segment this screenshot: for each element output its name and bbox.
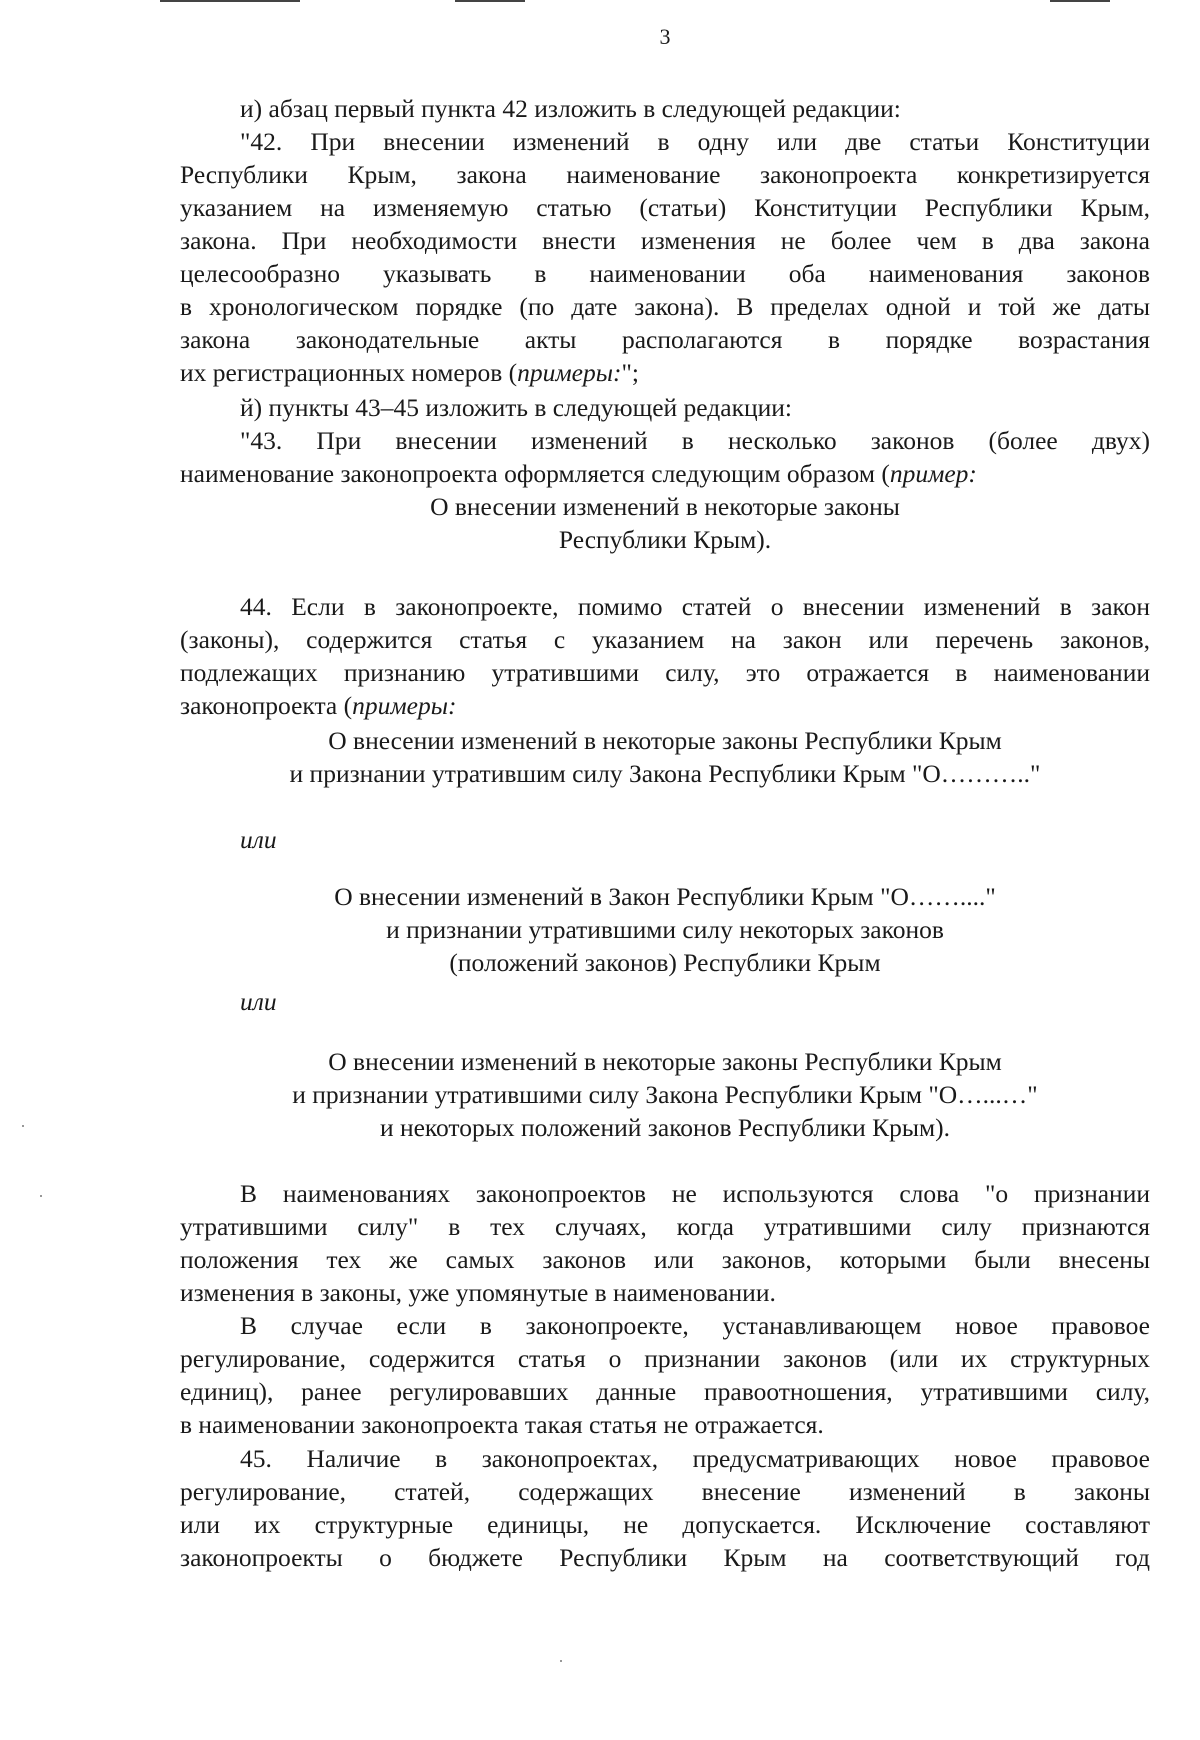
scan-speck	[40, 1195, 42, 1197]
text-line	[180, 880, 1150, 913]
text-line	[180, 1243, 1150, 1276]
italic-text: примеры:	[352, 691, 457, 720]
text-line	[180, 757, 1150, 790]
text-run: их регистрационных номеров (	[180, 358, 518, 387]
scan-speck	[22, 1125, 24, 1127]
text-line	[180, 1408, 1150, 1441]
text-run: и некоторых положений законов Республики Крым).	[379, 1113, 951, 1142]
page-number: 3	[659, 24, 671, 49]
text-line	[180, 590, 1150, 623]
text-run: целесообразно указывать в наименовании оба наименования законов	[180, 259, 1150, 288]
text-run: закона законодательные акты располагаются в порядке возрастания	[180, 325, 1150, 354]
text-line	[180, 823, 1150, 856]
text-line	[180, 323, 1150, 356]
text-line	[180, 523, 1150, 556]
scan-speck	[560, 1660, 562, 1662]
text-line	[180, 724, 1150, 757]
text-run: или их структурные единицы, не допускается. Исключение составляют	[180, 1510, 1150, 1539]
text-run: "42. При внесении изменений в одну или две статьи Конституции	[240, 127, 1150, 156]
text-line	[180, 457, 1150, 490]
text-run: указанием на изменяемую статью (статьи) Конституции Республики Крым,	[180, 193, 1150, 222]
italic-text: пример:	[889, 459, 977, 488]
text-line	[180, 1309, 1150, 1342]
text-run: и признании утратившим силу Закона Республики Крым "О……….."	[289, 759, 1041, 788]
text-line	[180, 424, 1150, 457]
text-line	[180, 689, 1150, 722]
italic-text: или	[240, 987, 277, 1016]
text-run: в наименовании законопроекта такая статья не отражается.	[180, 1410, 824, 1439]
text-line	[180, 1210, 1150, 1243]
text-run: регулирование, статей, содержащих внесение изменений в законы	[180, 1477, 1150, 1506]
text-line	[180, 1276, 1150, 1309]
text-run: утратившими силу" в тех случаях, когда утратившими силу признаются	[180, 1212, 1150, 1241]
text-line	[180, 1442, 1150, 1475]
text-run: наименование законопроекта оформляется следующим образом (	[180, 459, 890, 488]
italic-text: примеры:	[517, 358, 622, 387]
text-line	[180, 1541, 1150, 1574]
text-line	[180, 1508, 1150, 1541]
text-run: В случае если в законопроекте, устанавливающем новое правовое	[240, 1311, 1150, 1340]
text-run: и признании утратившими силу Закона Республики Крым "О…...…"	[292, 1080, 1038, 1109]
text-line	[180, 1342, 1150, 1375]
top-edge-mark	[455, 0, 525, 2]
text-run: О внесении изменений в некоторые законы Республики Крым	[328, 726, 1002, 755]
text-run: и признании утратившими силу некоторых законов	[386, 915, 944, 944]
text-run: законопроекты о бюджете Республики Крым на соответствующий год	[180, 1543, 1150, 1572]
text-line	[180, 913, 1150, 946]
text-run: 44. Если в законопроекте, помимо статей о внесении изменений в закон	[240, 592, 1150, 621]
text-run: законопроекта (	[180, 691, 353, 720]
top-edge-mark	[1050, 0, 1110, 2]
text-line	[180, 290, 1150, 323]
text-run: Республики Крым).	[558, 525, 772, 554]
text-run: й) пункты 43–45 изложить в следующей редакции:	[240, 393, 792, 422]
text-run: О внесении изменений в некоторые законы	[430, 492, 900, 521]
text-line	[180, 1078, 1150, 1111]
text-line	[180, 1375, 1150, 1408]
text-run: регулирование, содержится статья о признании законов (или их структурных	[180, 1344, 1150, 1373]
text-run: В наименованиях законопроектов не используются слова "о признании	[240, 1179, 1150, 1208]
text-run: изменения в законы, уже упомянутые в наименовании.	[180, 1278, 776, 1307]
text-run: (положений законов) Республики Крым	[449, 948, 881, 977]
text-line	[180, 1111, 1150, 1144]
text-run: подлежащих признанию утратившими силу, это отражается в наименовании	[180, 658, 1150, 687]
italic-text: или	[240, 825, 277, 854]
text-run: О внесении изменений в некоторые законы Республики Крым	[328, 1047, 1002, 1076]
text-run: и) абзац первый пункта 42 изложить в следующей редакции:	[240, 94, 901, 123]
text-run: единиц), ранее регулировавших данные правоотношения, утратившими силу,	[180, 1377, 1150, 1406]
text-run: закона. При необходимости внести изменения не более чем в два закона	[180, 226, 1150, 255]
text-run: ";	[621, 358, 640, 387]
text-line	[180, 1475, 1150, 1508]
text-run: Республики Крым, закона наименование законопроекта конкретизируется	[180, 160, 1150, 189]
text-line	[180, 946, 1150, 979]
text-line	[180, 1177, 1150, 1210]
text-line	[180, 490, 1150, 523]
text-run: "43. При внесении изменений в несколько законов (более двух)	[240, 426, 1150, 455]
text-line	[180, 191, 1150, 224]
top-edge-mark	[160, 0, 300, 2]
text-run: (законы), содержится статья с указанием на закон или перечень законов,	[180, 625, 1150, 654]
text-line	[180, 623, 1150, 656]
text-run: в хронологическом порядке (по дате закона). В пределах одной и той же даты	[180, 292, 1150, 321]
text-line	[180, 257, 1150, 290]
text-line	[180, 391, 1150, 424]
text-run: 45. Наличие в законопроектах, предусматривающих новое правовое	[240, 1444, 1150, 1473]
text-line	[180, 356, 1150, 389]
text-line	[180, 125, 1150, 158]
text-line	[180, 224, 1150, 257]
text-line	[180, 985, 1150, 1018]
text-line	[180, 656, 1150, 689]
text-run: О внесении изменений в Закон Республики Крым "О……...."	[334, 882, 996, 911]
text-line	[180, 92, 1150, 125]
text-run: положения тех же самых законов или законов, которыми были внесены	[180, 1245, 1150, 1274]
text-line	[180, 1045, 1150, 1078]
text-line	[180, 158, 1150, 191]
